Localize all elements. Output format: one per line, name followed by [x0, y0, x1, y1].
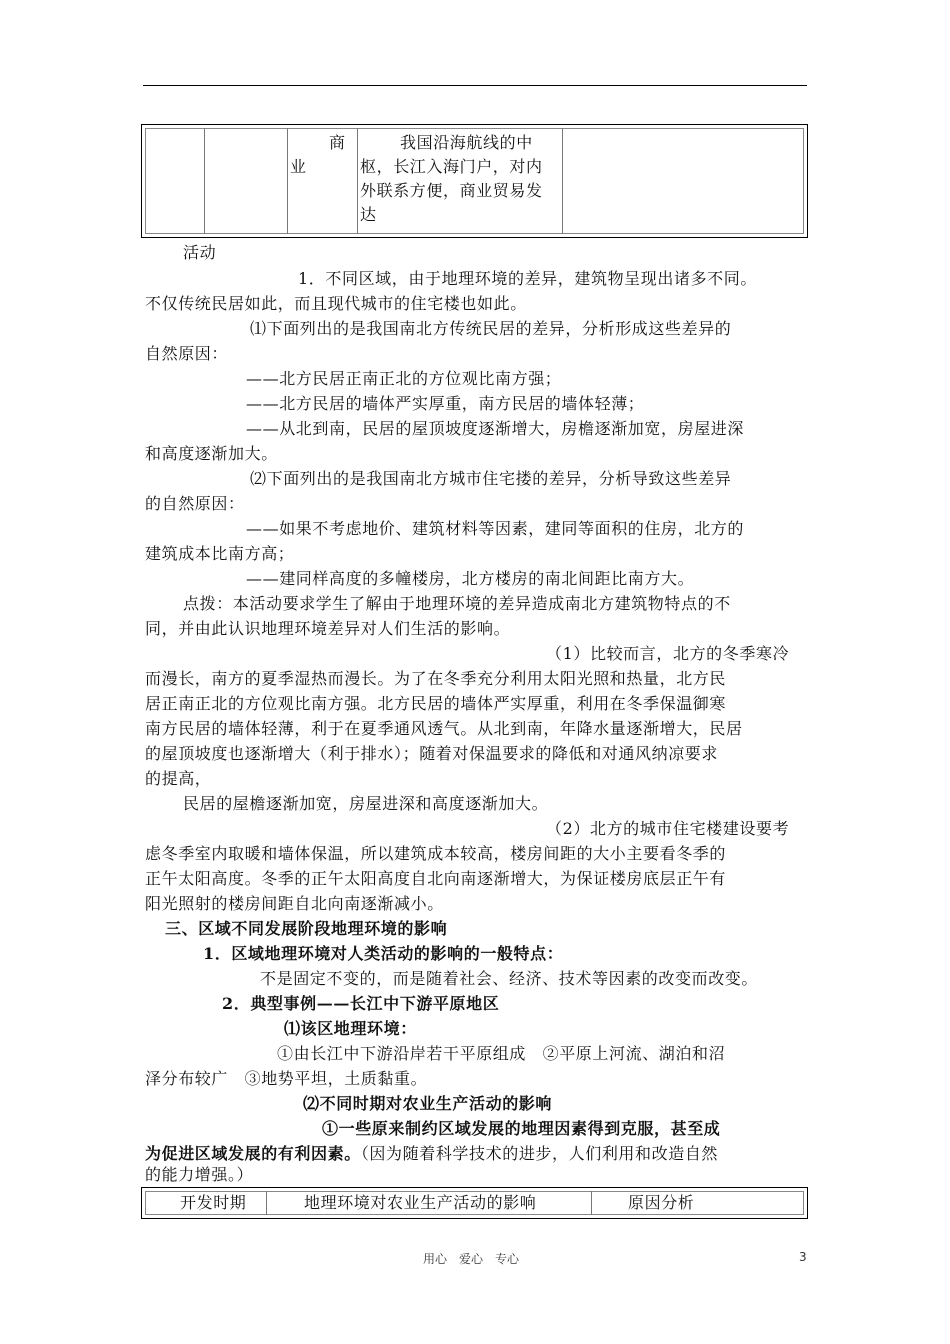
table-divider [266, 1191, 267, 1215]
table-commerce [141, 124, 808, 238]
parenthetical-text: （因为随着科学技术的进步，人们利用和改造自然 [360, 1144, 719, 1163]
header-rule [143, 85, 807, 86]
cell-category-line1: 商 [329, 133, 346, 152]
paragraph-line [145, 1144, 718, 1164]
table-divider [357, 128, 358, 234]
paragraph-line: 民居的屋檐逐渐加宽，房屋进深和高度逐渐加大。 [183, 794, 549, 813]
activity-label: 活动 [183, 243, 217, 262]
paragraph-line: 泽分布较广 ③地势平坦，土质黏重。 [145, 1069, 428, 1088]
paragraph-line: ⑵下面列出的是我国南北方城市住宅搂的差异，分析导致这些差异 [250, 469, 732, 488]
paragraph-line: 的能力增强。） [145, 1165, 254, 1184]
footer-motto: 用心 爱心 专心 [423, 1252, 520, 1266]
subsection-heading: ⑴该区地理环境： [284, 1019, 417, 1038]
paragraph-line: 不仅传统民居如此，而且现代城市的住宅楼也如此。 [145, 294, 527, 313]
page-number: 3 [799, 1250, 807, 1264]
paragraph-line: 和高度逐渐加大。 [145, 444, 278, 463]
section-heading: 三、区域不同发展阶段地理环境的影响 [165, 919, 448, 938]
paragraph-line: （2）北方的城市住宅楼建设要考 [546, 819, 790, 838]
paragraph-line: 阳光照射的楼房间距自北向南逐渐减小。 [145, 894, 444, 913]
table-divider [287, 128, 288, 234]
paragraph-line: 虑冬季室内取暖和墙体保温，所以建筑成本较高，楼房间距的大小主要看冬季的 [145, 844, 727, 863]
paragraph-line: 建筑成本比南方高； [145, 544, 295, 563]
table-header-cell: 地理环境对农业生产活动的影响 [304, 1193, 537, 1212]
subsection-heading: ⑵不同时期对农业生产活动的影响 [303, 1094, 553, 1113]
paragraph-line: 的自然原因： [145, 494, 245, 513]
paragraph-line: 居正南正北的方位观比南方强。北方民居的墙体严实厚重，利用在冬季保温御寒 [145, 694, 727, 713]
paragraph-line: 正午太阳高度。冬季的正午太阳高度自北向南逐渐增大，为保证楼房底层正午有 [145, 869, 727, 888]
paragraph-line: 点拨：本活动要求学生了解由于地理环境的差异造成南北方建筑物特点的不 [183, 594, 731, 613]
list-item: ——北方民居的墙体严实厚重，南方民居的墙体轻薄； [246, 394, 645, 413]
list-item: ——从北到南，民居的屋顶坡度逐渐增大，房檐逐渐加宽，房屋进深 [246, 419, 745, 438]
paragraph-line: ⑴下面列出的是我国南北方传统民居的差异，分析形成这些差异的 [250, 319, 732, 338]
table-header-cell: 开发时期 [180, 1193, 247, 1212]
table-divider [204, 128, 205, 234]
list-item: ——北方民居正南正北的方位观比南方强； [246, 369, 562, 388]
paragraph-line: 的屋顶坡度也逐渐增大（利于排水）；随着对保温要求的降低和对通风纳凉要求 [145, 744, 719, 763]
subsection-heading: 1．区域地理环境对人类活动的影响的一般特点： [203, 944, 564, 963]
paragraph-line: 不是固定不变的，而是随着社会、经济、技术等因素的改变而改变。 [260, 969, 759, 988]
emphasis-text: 为促进区域发展的有利因素。 [145, 1144, 361, 1163]
paragraph-line: 自然原因： [145, 344, 229, 363]
cell-description-line: 枢，长江入海门户，对内 [360, 157, 543, 176]
paragraph-line: 南方民居的墙体轻薄，利于在夏季通风透气。从北到南，年降水量逐渐增大，民居 [145, 719, 743, 738]
paragraph-line: （1）比较而言，北方的冬季寒冷 [546, 644, 790, 663]
table-divider [591, 1191, 592, 1215]
cell-description-line: 我国沿海航线的中 [400, 133, 533, 152]
paragraph-line: 而漫长，南方的夏季湿热而漫长。为了在冬季充分利用太阳光照和热量，北方民 [145, 669, 727, 688]
subsection-heading: 2．典型事例——长江中下游平原地区 [222, 994, 500, 1013]
cell-description-line: 外联系方便，商业贸易发 [360, 181, 543, 200]
paragraph-line: 1．不同区域，由于地理环境的差异，建筑物呈现出诸多不同。 [298, 269, 757, 288]
paragraph-line: ①一些原来制约区域发展的地理因素得到克服，甚至成 [322, 1119, 721, 1138]
paragraph-line: 的提高， [145, 769, 212, 788]
paragraph-line: 同，并由此认识地理环境差异对人们生活的影响。 [145, 619, 511, 638]
table-divider [562, 128, 563, 234]
list-item: ——建同样高度的多幢楼房，北方楼房的南北间距比南方大。 [246, 569, 695, 588]
cell-description-line: 达 [360, 205, 377, 224]
cell-category-line2: 业 [290, 157, 307, 176]
table-development-periods [141, 1187, 808, 1219]
paragraph-line: ①由长江中下游沿岸若干平原组成 ②平原上河流、湖泊和沼 [277, 1044, 726, 1063]
list-item: ——如果不考虑地价、建筑材料等因素，建同等面积的住房，北方的 [246, 519, 745, 538]
table-header-cell: 原因分析 [628, 1193, 695, 1212]
